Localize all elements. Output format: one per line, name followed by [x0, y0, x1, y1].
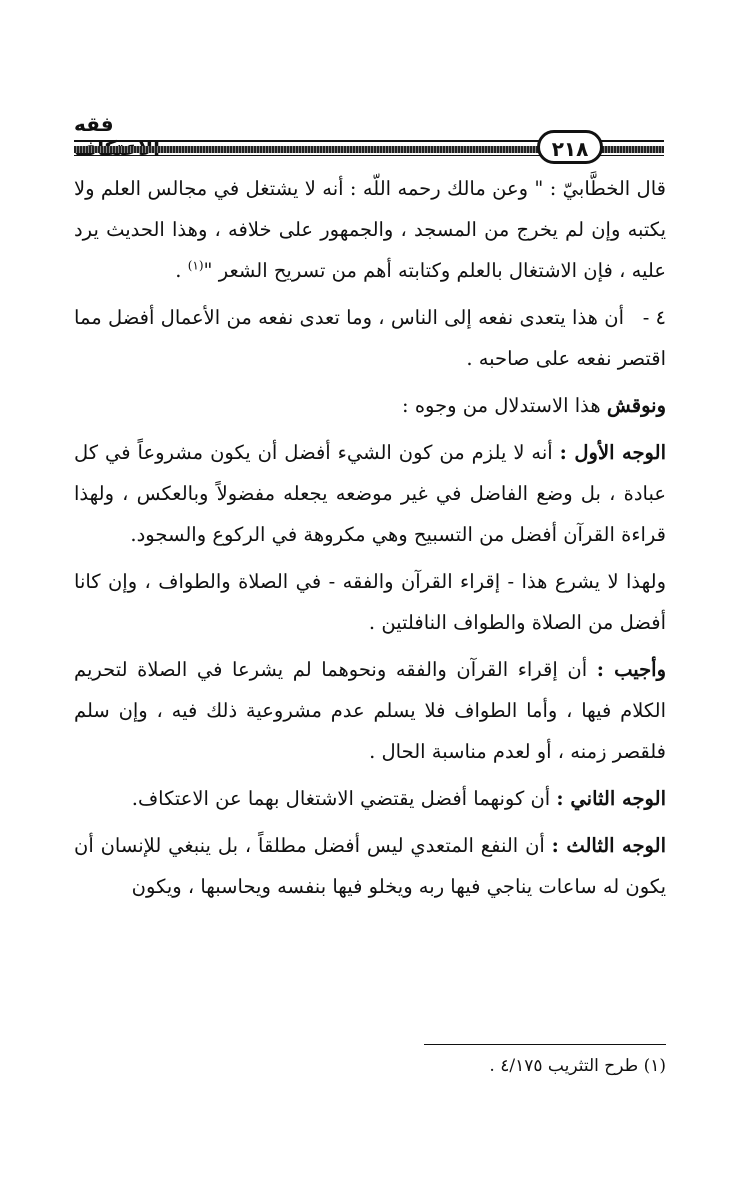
paragraph-third-aspect	[74, 825, 666, 907]
paragraph-quote	[74, 168, 666, 291]
body-text	[74, 168, 666, 911]
paragraph-first-aspect	[74, 432, 666, 555]
paragraph-text: أن النفع المتعدي ليس أفضل مطلقاً ، بل ينبغي للإنسان أن يكون له ساعات يناجي فيها ربه ويخلو فيها بنفسه ويحاسبها ، ويكون	[74, 834, 666, 898]
paragraph-text: هذا الاستدلال من وجوه :	[402, 394, 607, 417]
paragraph-text: أنه لا يلزم من كون الشيء أفضل أن يكون مشروعاً في كل عبادة ، بل وضع الفاضل في غير موضعه يجعله مفضولاً وبالعكس ، ولهذا قراءة القرآن أفضل من التسبيح وهي مكروهة في الركوع والسجود.	[74, 441, 666, 546]
paragraph-point-4	[74, 297, 666, 379]
paragraph-tail: .	[175, 259, 188, 282]
paragraph-text: أن كونهما أفضل يقتضي الاشتغال بهما عن الاعتكاف.	[131, 787, 557, 810]
paragraph-text: ولهذا لا يشرع هذا - إقراء القرآن والفقه - في الصلاة والطواف ، وإن كانا أفضل من الصلاة والطواف النافلتين .	[74, 570, 666, 634]
paragraph-text: قال الخطَّابيّ : " وعن مالك رحمه اللّه : أنه لا يشتغل في مجالس العلم ولا يكتبه وإن لم يخرج من المسجد ، والجمهور على خلافه ، وهذا الحديث يرد عليه ، فإن الاشتغال بالعلم وكتابته أهم من تسريح الشعر "	[74, 177, 666, 282]
item-number: ٤ -	[642, 306, 666, 329]
footnote	[380, 1050, 666, 1082]
footnote-number: (١)	[643, 1056, 666, 1076]
page-number: ٢١٨	[537, 130, 603, 164]
footnote-rule	[424, 1044, 666, 1045]
footnote-ref: (١)	[187, 258, 204, 273]
paragraph-lead: ونوقش	[606, 394, 666, 417]
running-title: فقه	[74, 112, 114, 136]
footnote-text: طرح التثريب ٤/١٧٥ .	[489, 1056, 639, 1076]
paragraph-continuation	[74, 561, 666, 643]
paragraph-objection	[74, 385, 666, 426]
paragraph-lead: وأجيب :	[596, 658, 666, 681]
paragraph-text: أن هذا يتعدى نفعه إلى الناس ، وما تعدى نفعه من الأعمال أفضل مما اقتصر نفعه على صاحبه .	[74, 306, 666, 370]
paragraph-lead: الوجه الثالث :	[551, 834, 666, 857]
paragraph-second-aspect	[74, 778, 666, 819]
paragraph-answer	[74, 649, 666, 772]
paragraph-text: أن إقراء القرآن والفقه ونحوهما لم يشرعا في الصلاة لتحريم الكلام فيها ، وأما الطواف فلا يسلم عدم مشروعية ذلك فيه ، وإن سلم فلقصر زمنه ، أو لعدم مناسبة الحال .	[74, 658, 666, 763]
paragraph-lead: الوجه الأول :	[559, 441, 666, 464]
paragraph-lead: الوجه الثاني :	[556, 787, 666, 810]
